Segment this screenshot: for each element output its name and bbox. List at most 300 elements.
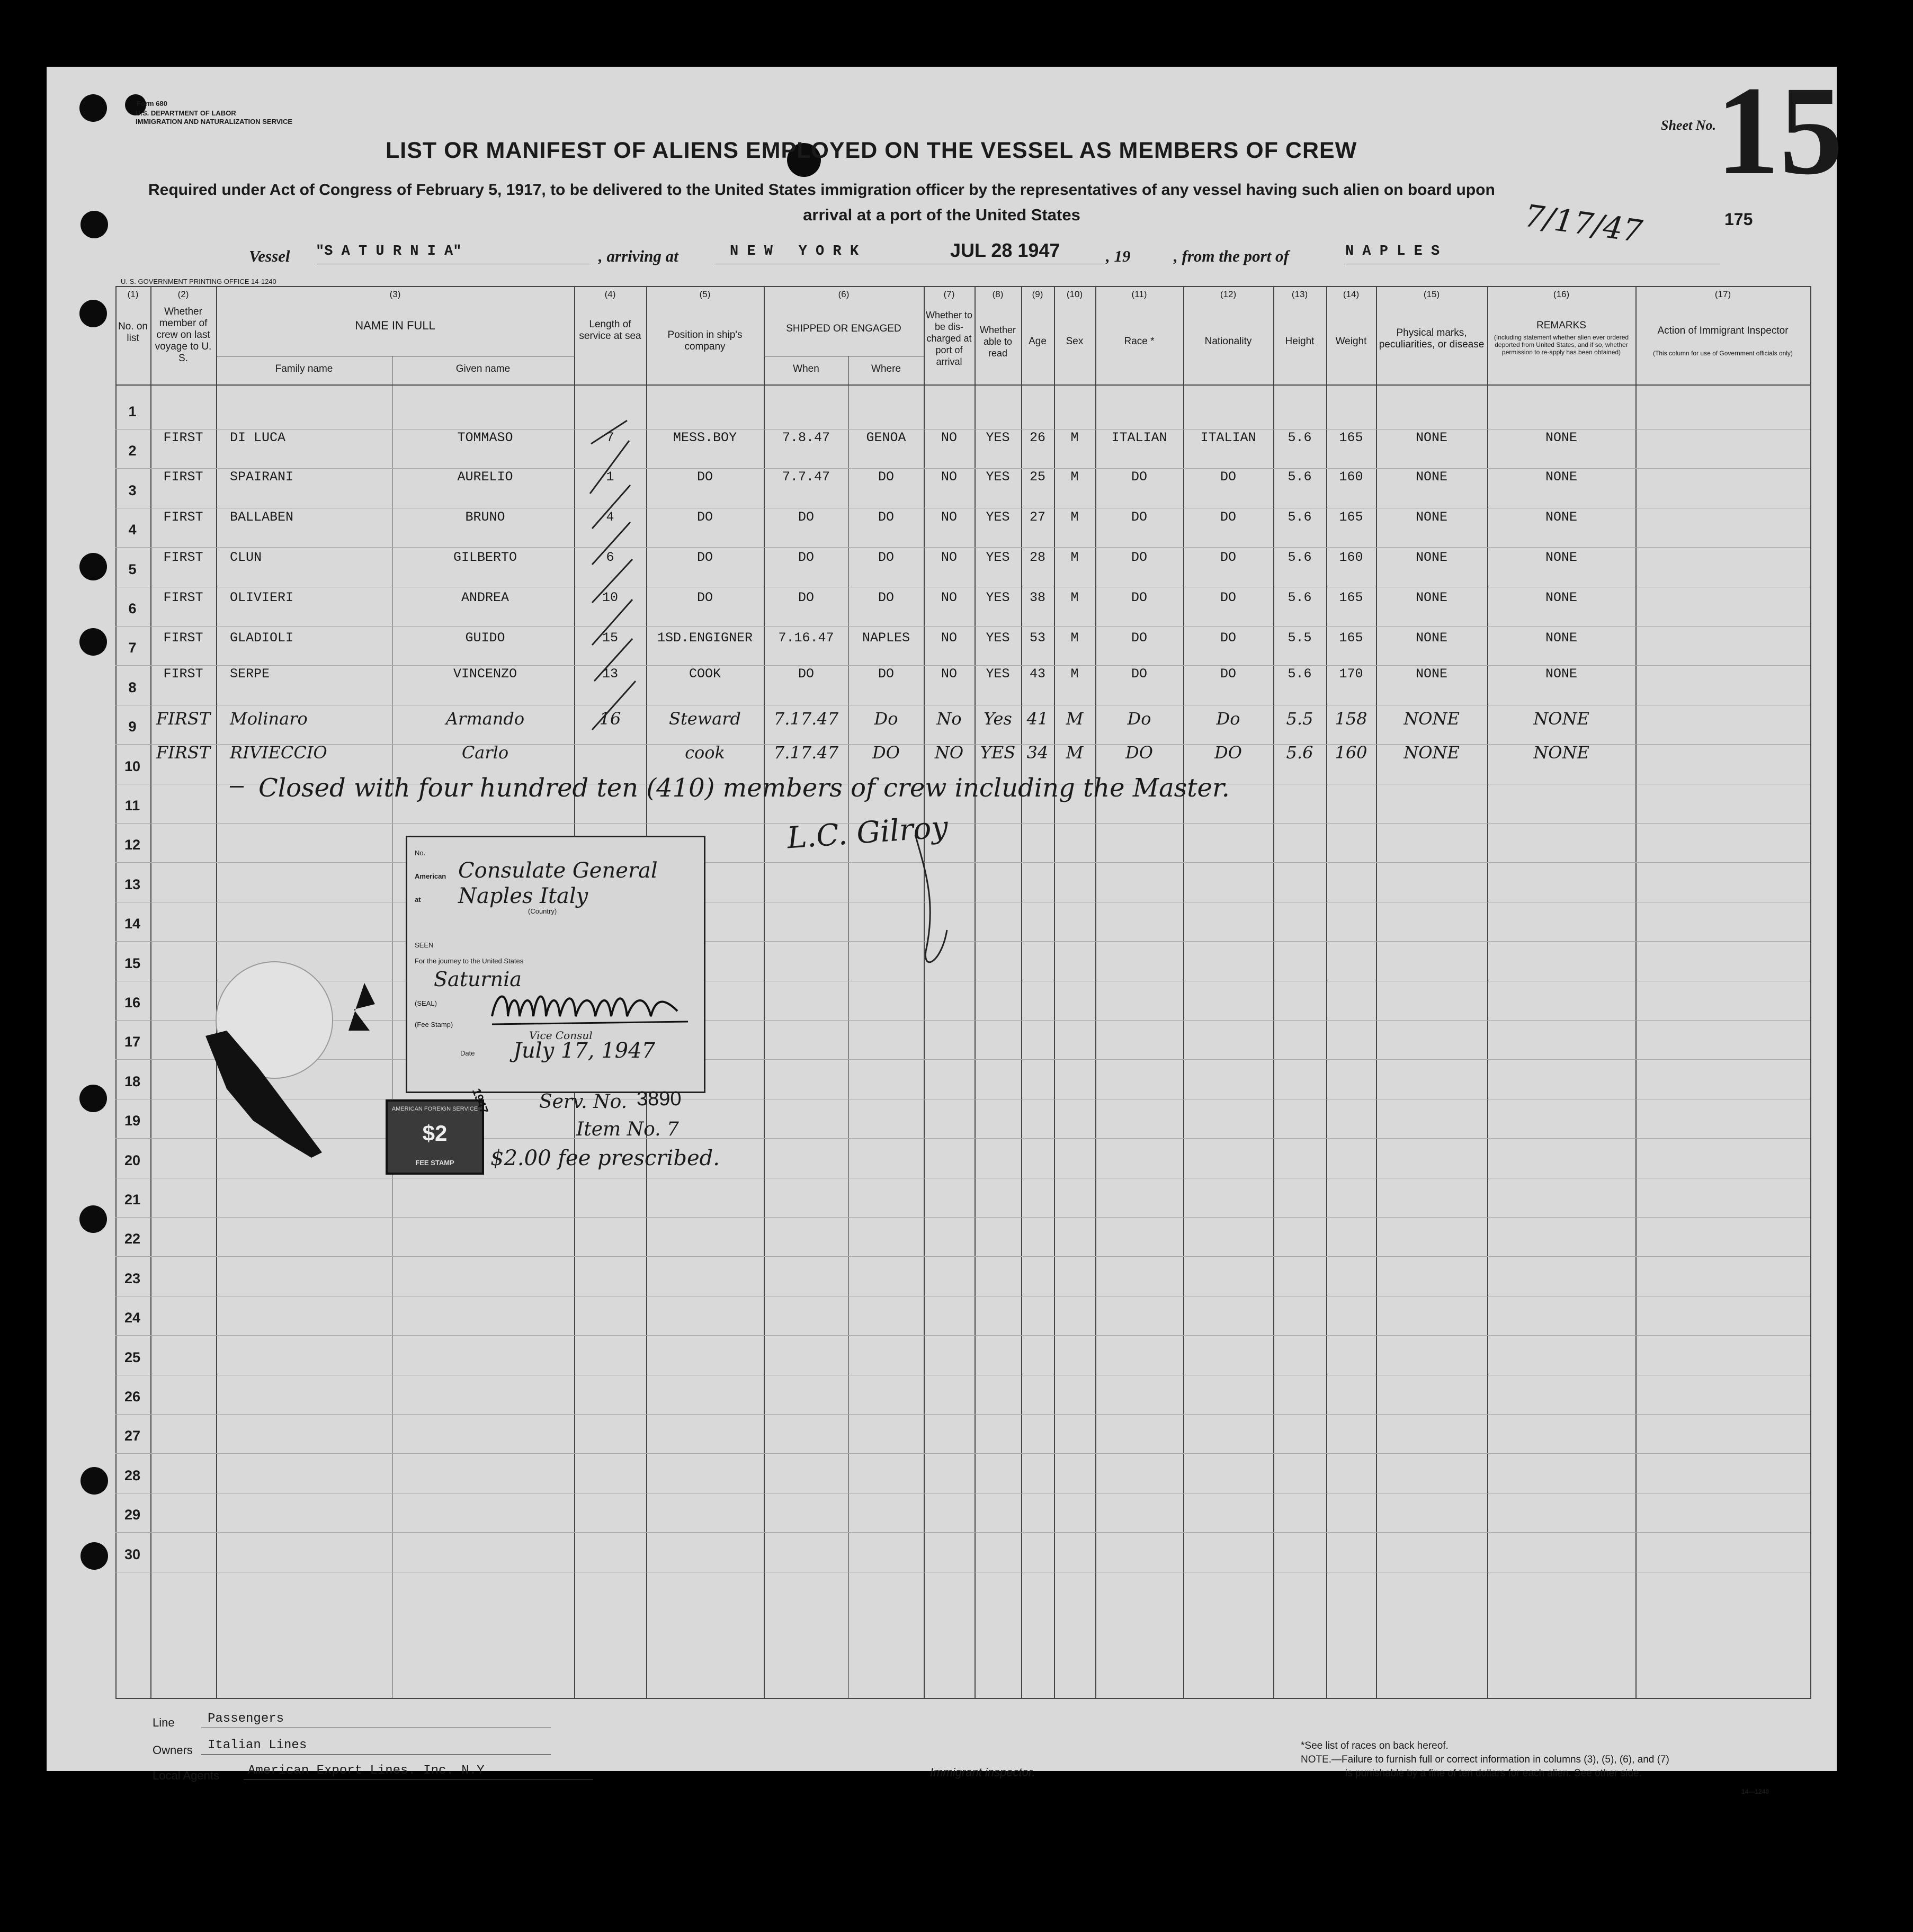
- col-header-nationality: Nationality: [1204, 336, 1252, 347]
- footer-owners: Italian Lines: [208, 1738, 307, 1752]
- footer-line-label: Line: [153, 1716, 175, 1729]
- cell-remarks: NONE: [1545, 666, 1577, 682]
- footer-note-2: is punishable by a fine of ten dollars for each alien. See other side.: [1345, 1768, 1642, 1779]
- cell-weight: 165: [1339, 430, 1363, 445]
- col-number: (8): [992, 289, 1004, 299]
- row-number: 25: [124, 1349, 141, 1365]
- cell-service: 16: [599, 709, 621, 729]
- from-port-label: , from the port of: [1174, 247, 1289, 265]
- stamp-american-label: American: [415, 872, 446, 880]
- cell-where: DO: [872, 743, 900, 763]
- punch-hole: [79, 553, 107, 580]
- required-line-1: Required under Act of Congress of February 5, 1917, to be delivered to the United States immigration officer by the representatives of any vessel having such alien on board upon: [148, 181, 1495, 199]
- stamp-no-label: No.: [415, 849, 426, 857]
- cell-position: MESS.BOY: [673, 430, 737, 445]
- cell-height: 5.6: [1288, 590, 1312, 605]
- col-header-where: Where: [871, 363, 901, 374]
- row-number: 23: [124, 1271, 141, 1286]
- cell-given: Armando: [445, 709, 525, 729]
- cell-age: 41: [1026, 709, 1049, 729]
- cell-weight: 160: [1335, 743, 1367, 763]
- cell-race: Do: [1127, 709, 1151, 729]
- col-number: (9): [1032, 289, 1043, 299]
- cell-race: DO: [1131, 509, 1147, 525]
- row-rule: [115, 429, 1810, 430]
- cell-when: 7.16.47: [778, 630, 834, 646]
- col-header-sex: Sex: [1066, 336, 1084, 347]
- signature-flourish: [894, 824, 979, 983]
- row-rule: [115, 665, 1810, 666]
- cell-nationality: Do: [1216, 709, 1240, 729]
- row-number: 22: [124, 1231, 141, 1247]
- cell-family: GLADIOLI: [230, 630, 294, 646]
- cell-last-voyage: FIRST: [163, 550, 203, 565]
- consular-seal: [153, 951, 396, 1174]
- punch-hole: [81, 1542, 108, 1570]
- stamp-serial: 3890: [637, 1088, 682, 1110]
- stamp-journey-label: For the journey to the United States: [415, 957, 524, 965]
- cell-weight: 170: [1339, 666, 1363, 682]
- punch-hole: [79, 1085, 107, 1112]
- row-number: 13: [124, 876, 141, 892]
- cell-remarks: NONE: [1545, 630, 1577, 646]
- col-header-age: Age: [1029, 336, 1047, 347]
- form-service: IMMIGRATION AND NATURALIZATION SERVICE: [136, 118, 293, 126]
- col-number: (17): [1714, 289, 1731, 299]
- footer-agents-label: Local Agents: [153, 1769, 219, 1782]
- cell-marks: NONE: [1415, 590, 1447, 605]
- col-number: (2): [177, 289, 189, 299]
- cell-service: 13: [602, 666, 618, 682]
- cell-discharged: NO: [934, 743, 964, 763]
- col-header-length-of-service: Length of service at sea: [579, 319, 641, 342]
- cell-discharged: NO: [941, 550, 957, 565]
- table-bottom-rule: [115, 1698, 1811, 1699]
- footer-line: Passengers: [208, 1712, 284, 1726]
- cell-when: DO: [798, 550, 814, 565]
- cell-age: 53: [1029, 630, 1045, 646]
- cell-height: 5.5: [1288, 630, 1312, 646]
- col-header-when: When: [793, 363, 819, 374]
- cell-nationality: DO: [1220, 469, 1236, 485]
- cell-race: DO: [1131, 630, 1147, 646]
- col-header-given-name: Given name: [455, 363, 511, 374]
- vessel-label: Vessel: [249, 247, 290, 265]
- cell-height: 5.6: [1286, 743, 1313, 763]
- punch-hole: [79, 300, 107, 327]
- col-header-height: Height: [1285, 336, 1315, 347]
- cell-age: 34: [1026, 743, 1049, 763]
- row-number: 2: [128, 443, 137, 459]
- cell-age: 26: [1029, 430, 1045, 445]
- col-header-last-voyage: Whether member of crew on last voyage to U. S.: [155, 306, 212, 364]
- vessel-name: "S A T U R N I A": [316, 244, 462, 260]
- col-header-able-to-read: Whether able to read: [979, 325, 1016, 359]
- arrival-port: N E W Y O R K: [730, 244, 859, 260]
- row-rule: [115, 468, 1810, 469]
- cell-height: 5.5: [1286, 709, 1313, 729]
- cell-where: DO: [878, 469, 894, 485]
- footer-agents: American Export Lines. Inc. N.Y: [248, 1764, 485, 1778]
- punch-hole: [79, 1205, 107, 1233]
- col-number: (16): [1553, 289, 1570, 299]
- cell-remarks: NONE: [1545, 550, 1577, 565]
- page-title: LIST OR MANIFEST OF ALIENS EMPLOYED ON THE VESSEL AS MEMBERS OF CREW: [386, 138, 1357, 163]
- cell-weight: 165: [1339, 509, 1363, 525]
- printing-office: U. S. GOVERNMENT PRINTING OFFICE 14-1240: [121, 278, 276, 285]
- cell-race: DO: [1131, 550, 1147, 565]
- stamp-at-label: at: [415, 896, 421, 904]
- col-header-remarks-note: (Including statement whether alien ever ordered deported from United States, and if so, whether permission to re-apply has been obtained): [1494, 334, 1629, 356]
- col-number: (11): [1131, 289, 1147, 299]
- cell-where: Do: [874, 709, 898, 729]
- table-header-rule: [115, 384, 1811, 386]
- fee-stamp-cancel: 1947: [469, 1086, 491, 1116]
- cell-race: DO: [1131, 590, 1147, 605]
- punch-hole: [81, 1467, 108, 1495]
- cell-marks: NONE: [1404, 743, 1460, 763]
- cell-sex: M: [1070, 469, 1079, 485]
- cell-race: ITALIAN: [1111, 430, 1167, 445]
- page-count: 175: [1724, 210, 1753, 229]
- col-header-remarks: REMARKS: [1536, 320, 1586, 331]
- cell-family: OLIVIERI: [230, 590, 294, 605]
- cell-age: 38: [1029, 590, 1045, 605]
- cell-when: 7.7.47: [782, 469, 830, 485]
- row-rule: [115, 1217, 1810, 1218]
- cell-read: YES: [986, 430, 1010, 445]
- fee-stamp-top: AMERICAN FOREIGN SERVICE: [391, 1106, 478, 1112]
- stamp-fee-note: $2.00 fee prescribed.: [490, 1146, 720, 1170]
- cell-when: DO: [798, 509, 814, 525]
- required-line-2: arrival at a port of the United States: [803, 205, 1080, 224]
- stamp-fee-label: (Fee Stamp): [415, 1021, 453, 1028]
- row-number: 19: [124, 1113, 141, 1129]
- footer-owners-label: Owners: [153, 1743, 193, 1757]
- cell-position: 1SD.ENGIGNER: [657, 630, 753, 646]
- row-rule: [115, 1453, 1810, 1454]
- cell-when: DO: [798, 590, 814, 605]
- cell-read: YES: [986, 550, 1010, 565]
- cell-nationality: ITALIAN: [1200, 430, 1256, 445]
- cell-weight: 165: [1339, 590, 1363, 605]
- cell-given: VINCENZO: [453, 666, 517, 682]
- cell-sex: M: [1070, 630, 1079, 646]
- cell-height: 5.6: [1288, 430, 1312, 445]
- col-header-name: NAME IN FULL: [355, 319, 435, 332]
- cell-family: RIVIECCIO: [230, 743, 327, 763]
- cell-age: 43: [1029, 666, 1045, 682]
- col-number: (14): [1343, 289, 1360, 299]
- cell-sex: M: [1070, 666, 1079, 682]
- manifest-sheet: [47, 60, 1843, 1795]
- cell-height: 5.6: [1288, 666, 1312, 682]
- cell-when: 7.8.47: [782, 430, 830, 445]
- cell-family: SERPE: [230, 666, 270, 682]
- cell-when: DO: [798, 666, 814, 682]
- cell-remarks: NONE: [1545, 430, 1577, 445]
- col-number: (4): [604, 289, 616, 299]
- stamp-date-label: Date: [460, 1049, 475, 1057]
- stamp-serial-label: Serv. No.: [539, 1091, 628, 1113]
- cell-age: 27: [1029, 509, 1045, 525]
- row-number: 24: [124, 1310, 141, 1326]
- stamp-seal-label: (SEAL): [415, 999, 437, 1007]
- cell-where: DO: [878, 509, 894, 525]
- cell-discharged: No: [936, 709, 962, 729]
- row-number: 17: [124, 1034, 141, 1050]
- cell-position: cook: [685, 743, 725, 763]
- stamp-place: Naples Italy: [458, 884, 588, 908]
- stamp-consul-label: Vice Consul: [529, 1029, 593, 1042]
- cell-given: TOMMASO: [457, 430, 513, 445]
- closing-signature: L.C. Gilroy: [786, 810, 950, 856]
- cell-where: DO: [878, 550, 894, 565]
- cell-family: Molinaro: [230, 709, 308, 729]
- row-rule: [115, 823, 1810, 824]
- fee-stamp: [386, 1086, 491, 1175]
- sheet-number: 15: [1716, 60, 1843, 201]
- row-rule: [115, 1335, 1810, 1336]
- cell-position: DO: [696, 509, 713, 525]
- stamp-vessel: Saturnia: [434, 968, 522, 991]
- cell-race: DO: [1131, 469, 1147, 485]
- closing-note: Closed with four hundred ten (410) members of crew including the Master.: [258, 773, 1230, 803]
- cell-age: 28: [1029, 550, 1045, 565]
- col-number: (7): [943, 289, 955, 299]
- col-header-family-name: Family name: [275, 363, 333, 374]
- cell-last-voyage: FIRST: [163, 469, 203, 485]
- row-number: 11: [124, 798, 140, 813]
- cell-where: GENOA: [866, 430, 906, 445]
- row-number: 6: [128, 601, 137, 616]
- stamp-office: Consulate General: [458, 858, 658, 883]
- cell-nationality: DO: [1220, 509, 1236, 525]
- stamp-country-label: (Country): [528, 907, 557, 915]
- cell-remarks: NONE: [1533, 709, 1589, 729]
- cell-marks: NONE: [1415, 550, 1447, 565]
- cell-service: 10: [602, 590, 618, 605]
- cell-last-voyage: FIRST: [163, 630, 203, 646]
- cell-read: Yes: [984, 709, 1012, 729]
- cell-discharged: NO: [941, 590, 957, 605]
- col-header-position: Position in ship's company: [667, 329, 743, 352]
- cell-given: ANDREA: [461, 590, 509, 605]
- cell-family: SPAIRANI: [230, 469, 294, 485]
- cell-read: YES: [986, 630, 1010, 646]
- col-header-discharged: Whether to be dis-charged at port of arrival: [925, 310, 973, 367]
- cell-remarks: NONE: [1545, 509, 1577, 525]
- cell-family: CLUN: [230, 550, 262, 565]
- row-number: 18: [124, 1074, 141, 1089]
- stamp-item: Item No. 7: [576, 1119, 679, 1140]
- row-number: 15: [124, 955, 141, 971]
- cell-height: 5.6: [1288, 550, 1312, 565]
- cell-nationality: DO: [1220, 550, 1236, 565]
- cell-service: 4: [606, 509, 614, 525]
- footer-form-code: 14—1240: [1741, 1788, 1769, 1795]
- stamp-date: July 17, 1947: [513, 1039, 656, 1063]
- col-header-inspector-action: Action of Immigrant Inspector: [1657, 325, 1789, 336]
- cell-service: 15: [602, 630, 618, 646]
- cell-family: BALLABEN: [230, 509, 294, 525]
- row-number: 3: [128, 482, 137, 498]
- cell-read: YES: [986, 469, 1010, 485]
- cell-sex: M: [1070, 550, 1079, 565]
- col-number: (13): [1291, 289, 1308, 299]
- cell-weight: 158: [1335, 709, 1367, 729]
- handwritten-date: 7/17/47: [1522, 197, 1645, 250]
- col-header-shipped: SHIPPED OR ENGAGED: [786, 323, 901, 334]
- col-number: (3): [389, 289, 401, 299]
- cell-discharged: NO: [941, 666, 957, 682]
- cell-height: 5.6: [1288, 509, 1312, 525]
- cell-marks: NONE: [1415, 430, 1447, 445]
- year-label: , 19: [1106, 247, 1131, 265]
- cell-where: DO: [878, 666, 894, 682]
- cell-remarks: NONE: [1545, 590, 1577, 605]
- col-number: (10): [1066, 289, 1083, 299]
- cell-last-voyage: FIRST: [163, 430, 203, 445]
- consul-signature: [487, 985, 699, 1032]
- form-number: Form 680: [137, 100, 167, 108]
- col-number: (1): [127, 289, 139, 299]
- cell-sex: M: [1066, 709, 1084, 729]
- cell-last-voyage: FIRST: [163, 590, 203, 605]
- row-rule: [115, 626, 1810, 627]
- cell-position: COOK: [689, 666, 721, 682]
- cell-sex: M: [1070, 590, 1079, 605]
- cell-nationality: DO: [1220, 666, 1236, 682]
- tally-marks: [582, 406, 645, 819]
- cell-weight: 160: [1339, 469, 1363, 485]
- cell-position: DO: [696, 550, 713, 565]
- cell-last-voyage: FIRST: [163, 666, 203, 682]
- table-top-rule: [115, 286, 1811, 287]
- row-rule: [115, 1414, 1810, 1415]
- punch-hole: [79, 628, 107, 656]
- cell-where: DO: [878, 590, 894, 605]
- sheet-label: Sheet No.: [1661, 118, 1716, 133]
- row-number: 10: [124, 758, 141, 774]
- cell-sex: M: [1066, 743, 1084, 763]
- fee-stamp-value: $2: [422, 1121, 448, 1146]
- cell-marks: NONE: [1415, 509, 1447, 525]
- cell-position: Steward: [669, 709, 741, 729]
- cell-read: YES: [986, 590, 1010, 605]
- cell-last-voyage: FIRST: [163, 509, 203, 525]
- row-number: 20: [124, 1152, 141, 1168]
- cell-family: DI LUCA: [230, 430, 286, 445]
- cell-service: 1: [606, 469, 614, 485]
- cell-discharged: NO: [941, 630, 957, 646]
- arrival-date-stamp: JUL 28 1947: [950, 239, 1060, 261]
- cell-weight: 160: [1339, 550, 1363, 565]
- cell-last-voyage: FIRST: [156, 709, 211, 729]
- row-rule: [115, 1532, 1810, 1533]
- col-header-inspector-note: (This column for use of Government officials only): [1653, 350, 1793, 357]
- cell-service: 6: [606, 550, 614, 565]
- cell-given: BRUNO: [465, 509, 505, 525]
- row-number: 16: [124, 995, 141, 1010]
- cell-marks: NONE: [1415, 666, 1447, 682]
- row-number: 12: [124, 837, 141, 853]
- row-number: 7: [128, 640, 137, 656]
- row-number: 26: [124, 1389, 141, 1405]
- cell-given: GILBERTO: [453, 550, 517, 565]
- col-number: (15): [1423, 289, 1440, 299]
- cell-remarks: NONE: [1545, 469, 1577, 485]
- cell-service: 7: [606, 430, 614, 445]
- col-number: (6): [838, 289, 850, 299]
- footer-race-note: *See list of races on back hereof.: [1301, 1740, 1449, 1751]
- cell-nationality: DO: [1214, 743, 1242, 763]
- cell-race: DO: [1125, 743, 1153, 763]
- cell-nationality: DO: [1220, 630, 1236, 646]
- row-number: 4: [128, 522, 137, 538]
- col-header-physical-marks: Physical marks, peculiarities, or disease: [1379, 327, 1485, 350]
- cell-discharged: NO: [941, 509, 957, 525]
- cell-where: NAPLES: [862, 630, 910, 646]
- cell-marks: NONE: [1415, 630, 1447, 646]
- cell-remarks: NONE: [1533, 743, 1589, 763]
- row-rule: [115, 547, 1810, 548]
- cell-read: YES: [986, 666, 1010, 682]
- cell-given: GUIDO: [465, 630, 505, 646]
- col-number: (5): [699, 289, 711, 299]
- row-number: 8: [128, 679, 137, 695]
- row-number: 28: [124, 1468, 141, 1483]
- col-header-no: No. on list: [118, 321, 148, 344]
- footer-note-1: NOTE.—Failure to furnish full or correct information in columns (3), (5), (6), and (7): [1301, 1754, 1669, 1765]
- cell-given: Carlo: [461, 743, 509, 763]
- cell-when: 7.17.47: [773, 743, 839, 763]
- row-number: 29: [124, 1507, 141, 1523]
- cell-read: YES: [986, 509, 1010, 525]
- cell-sex: M: [1070, 509, 1079, 525]
- row-number: 30: [124, 1546, 141, 1562]
- punch-hole: [79, 94, 107, 122]
- cell-position: DO: [696, 590, 713, 605]
- row-number: 1: [128, 404, 137, 419]
- fee-stamp-bottom: FEE STAMP: [415, 1159, 454, 1167]
- row-rule: [115, 1256, 1810, 1257]
- stamp-seen-label: SEEN: [415, 941, 434, 949]
- cell-marks: NONE: [1415, 469, 1447, 485]
- cell-read: YES: [980, 743, 1016, 763]
- cell-height: 5.6: [1288, 469, 1312, 485]
- cell-age: 25: [1029, 469, 1045, 485]
- cell-last-voyage: FIRST: [156, 743, 211, 763]
- cell-sex: M: [1070, 430, 1079, 445]
- footer-inspector-label: Immigrant inspector.: [930, 1766, 1035, 1779]
- row-number: 27: [124, 1428, 141, 1444]
- col-header-race: Race *: [1124, 336, 1155, 347]
- arriving-label: , arriving at: [598, 247, 678, 265]
- cell-when: 7.17.47: [773, 709, 839, 729]
- cell-nationality: DO: [1220, 590, 1236, 605]
- row-number: 14: [124, 916, 141, 932]
- cell-weight: 165: [1339, 630, 1363, 646]
- consular-visa-stamp: [406, 836, 705, 1093]
- cell-race: DO: [1131, 666, 1147, 682]
- cell-discharged: NO: [941, 469, 957, 485]
- cell-given: AURELIO: [457, 469, 513, 485]
- col-header-weight: Weight: [1335, 336, 1367, 347]
- from-port: N A P L E S: [1345, 244, 1440, 260]
- cell-position: DO: [696, 469, 713, 485]
- form-agency: U.S. DEPARTMENT OF LABOR: [136, 109, 236, 117]
